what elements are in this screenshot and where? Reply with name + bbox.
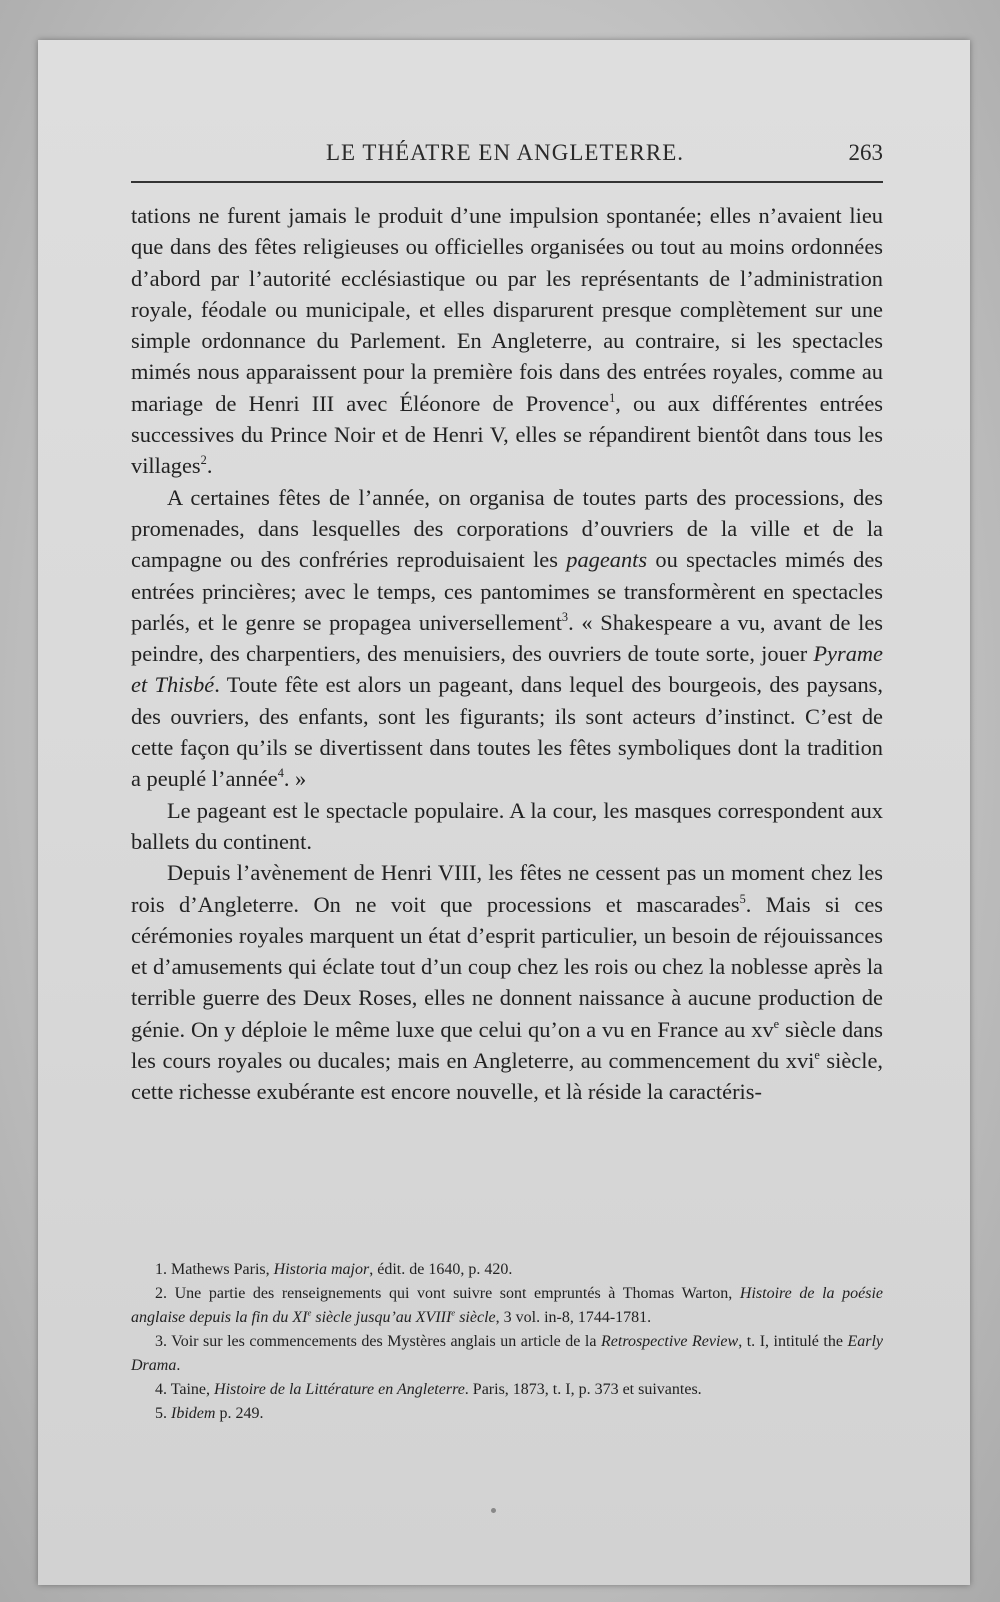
italic-text: pageants [566,547,648,573]
superscript: 2 [200,453,207,468]
text-run: siècle, cette richesse exubérante est encore nouvelle, et là réside la caractéris- [131,1048,883,1105]
italic-text: Ibidem [171,1405,216,1422]
footnotes [131,1258,883,1426]
superscript: e [307,1307,312,1318]
paragraph [131,482,883,795]
text-run: . [176,1357,181,1374]
superscript: 5 [739,891,746,906]
text-run: . Mais si ces cérémonies royales marquent un état d’esprit particulier, un besoin de réjouissances et d’amusements qui éclate tout d’un coup chez les rois ou chez la noblesse après la terrible guerre des Deux Roses, elles ne donnent naissance à aucune production de génie. On y déploie le même luxe que celui qu’on a vu en France au xv [131,891,884,1042]
text-run: p. 249. [215,1405,264,1422]
text-run: Le pageant est le spectacle populaire. A la cour, les masques correspondent aux ballets du continent. [131,797,883,854]
footnote [131,1402,883,1426]
footnote [131,1378,883,1402]
text-run: 5. [155,1405,171,1422]
text-run: tations ne furent jamais le produit d’une impulsion spontanée; elles n’avaient lieu que dans des fêtes religieuses ou officielles organisées ou tout au moins ordonnées d’abord par l’autorité ecclésiastique ou par les représentants de l’administration royale, féodale ou municipale, et elles disparurent presque complètement sur une simple ordonnance du Parlement. En Angleterre, au contraire, si les spectacles mimés nous apparaissent pour la première fois dans des entrées royales, comme au mariage de Henri III avec Éléonore de Provence [131,203,883,416]
page-header [131,140,883,184]
text-run: 3. Voir sur les commencements des Mystères anglais un article de la [155,1333,601,1350]
text-run: Depuis l’avènement de Henri VIII, les fêtes ne cessent pas un moment chez les rois d’Angleterre. On ne voit que processions et mascarades [131,860,883,917]
superscript: 3 [561,609,569,624]
italic-text: siècle jusqu’au XVIII [311,1309,452,1326]
text-run: , ou aux différentes entrées successives du Prince Noir et de Henri V, elles se répandirent bientôt dans tous les villages [131,390,883,479]
superscript: 4 [277,766,284,781]
text-run: , t. I, intitulé the [738,1333,848,1350]
text-run: . » [283,766,307,792]
superscript: 1 [609,390,616,405]
italic-text: Pyrame et Thisbé [131,641,883,698]
italic-text: Histoire de la poésie anglaise depuis la fin du XI [131,1285,883,1326]
text-run: . [206,453,213,479]
page-number: 263 [848,140,883,165]
paragraph [131,857,883,1107]
italic-text: Early Drama [131,1333,884,1374]
superscript: e [773,1016,780,1031]
text-run: 1. Mathews Paris, [155,1261,274,1278]
footnote [131,1282,883,1330]
paragraph [131,795,883,858]
text-run: ou spectacles mimés des entrées princières; avec le temps, ces pantomimes se transformèrent en spectacles parlés, et le genre se propagea universellement [131,547,883,635]
header-rule [131,181,883,183]
text-run: . Paris, 1873, t. I, p. 373 et suivantes. [464,1381,702,1398]
text-run: . « Shakespeare a vu, avant de les peindre, des charpentiers, des menuisiers, des ouvriers de toute sorte, jouer [131,609,883,667]
italic-text: siècle [455,1309,496,1326]
body-text [131,200,883,1108]
running-title: LE THÉATRE EN ANGLETERRE. [326,140,685,165]
text-run: . Toute fête est alors un pageant, dans lequel des bourgeois, des paysans, des ouvriers, des enfants, sont les figurants; ils sont acteurs d’instinct. C’est de cette façon qu’ils se divertissent dans toutes les fêtes symboliques dont la tradition a peuplé l’année [131,672,883,792]
footnote [131,1258,883,1282]
text-run: , 3 vol. in-8, 1744-1781. [495,1309,652,1326]
text-run: A certaines fêtes de l’année, on organisa de toutes parts des processions, des promenades, dans lesquelles des corporations d’ouvriers de la ville et de la campagne ou des confréries reproduisaient les [131,484,883,573]
superscript: e [451,1307,456,1318]
text-run: 4. Taine, [155,1381,215,1398]
italic-text: Histoire de la Littérature en Angleterre [214,1381,465,1398]
text-run: , édit. de 1640, p. 420. [369,1261,513,1278]
superscript: e [814,1047,820,1062]
paper-speck [491,1508,496,1513]
text-run: siècle dans les cours royales ou ducales; mais en Angleterre, au commencement du xvi [131,1016,883,1074]
text-run: 2. Une partie des renseignements qui vont suivre sont empruntés à Thomas Warton, [155,1285,740,1302]
italic-text: Retrospective Review [601,1333,739,1350]
paragraph [131,200,883,482]
footnote [131,1330,883,1378]
italic-text: Historia major [273,1261,370,1278]
